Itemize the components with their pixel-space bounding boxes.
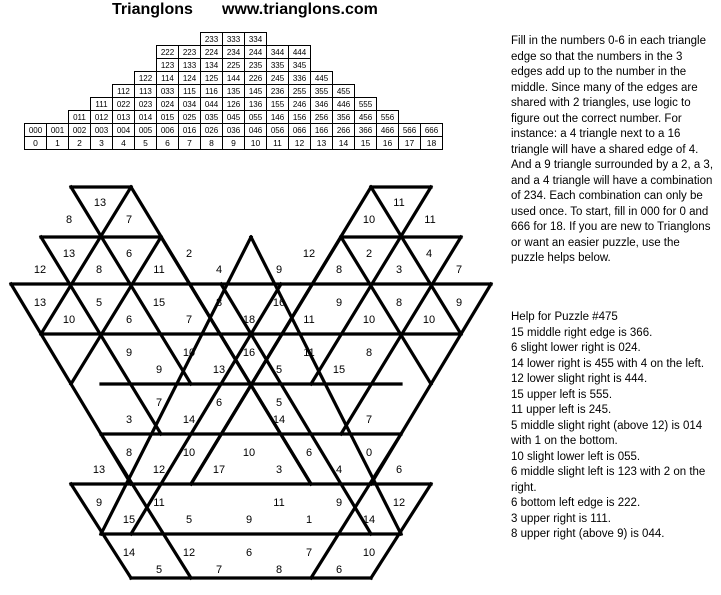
sum-cell: 5 <box>135 137 157 150</box>
puzzle-number[interactable]: 8 <box>215 296 223 309</box>
puzzle-number[interactable]: 4 <box>335 463 343 476</box>
puzzle-number[interactable]: 5 <box>155 563 163 576</box>
sum-cell: 12 <box>289 137 311 150</box>
puzzle-number[interactable]: 11 <box>303 346 315 359</box>
puzzle-number[interactable]: 5 <box>275 363 283 376</box>
combo-cell: 004 <box>113 124 135 137</box>
hint-item: 5 middle slight right (above 12) is 014 with 1 on the bottom. <box>511 419 703 447</box>
combo-cell: 445 <box>311 72 333 85</box>
puzzle-number[interactable]: 15 <box>152 296 166 309</box>
puzzle-number[interactable]: 6 <box>125 247 133 260</box>
combo-cell: 000 <box>25 124 47 137</box>
puzzle-number[interactable]: 11 <box>424 213 436 226</box>
combo-cell: 356 <box>333 111 355 124</box>
combo-cell: 144 <box>223 72 245 85</box>
sum-cell: 8 <box>201 137 223 150</box>
hint-item: 14 lower right is 455 with 4 on the left. <box>511 357 705 370</box>
puzzle-number[interactable]: 4 <box>215 263 223 276</box>
combo-cell: 011 <box>69 111 91 124</box>
puzzle-number[interactable]: 12 <box>302 247 316 260</box>
combo-cell: 024 <box>157 98 179 111</box>
puzzle-number[interactable]: 16 <box>242 346 256 359</box>
puzzle-number[interactable]: 2 <box>185 247 193 260</box>
combo-cell: 002 <box>69 124 91 137</box>
combo-cell: 456 <box>355 111 377 124</box>
combo-cell: 444 <box>289 46 311 59</box>
puzzle-number[interactable]: 13 <box>212 363 226 376</box>
puzzle-number[interactable]: 16 <box>272 296 286 309</box>
puzzle-number[interactable]: 10 <box>362 213 376 226</box>
combo-cell: 013 <box>113 111 135 124</box>
combo-cell: 115 <box>179 85 201 98</box>
combo-cell: 255 <box>289 85 311 98</box>
combo-cell: 555 <box>355 98 377 111</box>
sum-cell: 14 <box>333 137 355 150</box>
hint-item: 8 upper right (above 9) is 044. <box>511 528 665 540</box>
combo-cell: 335 <box>267 59 289 72</box>
combo-cell: 346 <box>311 98 333 111</box>
combo-cell: 166 <box>311 124 333 137</box>
combo-cell: 233 <box>201 33 223 46</box>
combo-cell: 134 <box>201 59 223 72</box>
puzzle-number[interactable]: 12 <box>392 496 406 509</box>
sum-cell: 9 <box>223 137 245 150</box>
combo-cell: 246 <box>289 98 311 111</box>
combo-cell: 026 <box>201 124 223 137</box>
puzzle-number[interactable]: 10 <box>422 313 436 326</box>
puzzle-number[interactable]: 12 <box>152 463 166 476</box>
puzzle-number[interactable]: 3 <box>125 413 133 426</box>
puzzle-number[interactable]: 1 <box>305 513 313 526</box>
puzzle-number[interactable]: 5 <box>185 513 193 526</box>
combo-cell: 112 <box>113 85 135 98</box>
puzzle-number[interactable]: 7 <box>365 413 373 426</box>
puzzle-number[interactable]: 8 <box>335 263 343 276</box>
combo-cell: 146 <box>267 111 289 124</box>
combo-cell: 055 <box>245 111 267 124</box>
combo-cell: 224 <box>201 46 223 59</box>
combo-cell: 133 <box>179 59 201 72</box>
puzzle-number[interactable]: 11 <box>303 313 315 326</box>
combo-cell: 234 <box>223 46 245 59</box>
puzzle-number[interactable]: 6 <box>215 396 223 409</box>
combo-cell: 136 <box>245 98 267 111</box>
puzzle-number[interactable]: 11 <box>153 263 165 276</box>
combo-cell: 366 <box>355 124 377 137</box>
puzzle-number[interactable]: 10 <box>182 346 196 359</box>
sum-cell: 17 <box>399 137 421 150</box>
combo-cell: 015 <box>157 111 179 124</box>
puzzle-number[interactable]: 9 <box>275 263 283 276</box>
combo-cell: 005 <box>135 124 157 137</box>
combo-cell: 344 <box>267 46 289 59</box>
sum-cell: 11 <box>267 137 289 150</box>
combo-cell: 266 <box>333 124 355 137</box>
combo-cell: 114 <box>157 72 179 85</box>
combo-cell: 256 <box>311 111 333 124</box>
combo-cell: 003 <box>91 124 113 137</box>
combo-cell: 006 <box>157 124 179 137</box>
combo-cell: 223 <box>179 46 201 59</box>
combo-cell: 033 <box>157 85 179 98</box>
puzzle-number[interactable]: 7 <box>125 213 133 226</box>
combo-cell: 124 <box>179 72 201 85</box>
puzzle-number[interactable]: 15 <box>122 513 136 526</box>
combo-cell: 226 <box>245 72 267 85</box>
combo-cell: 222 <box>157 46 179 59</box>
combo-cell: 355 <box>311 85 333 98</box>
puzzle-number[interactable]: 13 <box>92 463 106 476</box>
puzzle-number[interactable]: 11 <box>153 496 165 509</box>
puzzle-number[interactable]: 6 <box>245 546 253 559</box>
combo-cell: 466 <box>377 124 399 137</box>
combo-cell: 035 <box>201 111 223 124</box>
sum-cell: 0 <box>25 137 47 150</box>
site-url[interactable]: www.trianglons.com <box>222 1 378 18</box>
puzzle-number[interactable]: 11 <box>393 196 405 209</box>
puzzle-number[interactable]: 11 <box>273 496 285 509</box>
puzzle-number[interactable]: 5 <box>95 296 103 309</box>
puzzle-number[interactable]: 8 <box>95 263 103 276</box>
sum-cell: 1 <box>47 137 69 150</box>
sum-cell: 2 <box>69 137 91 150</box>
combo-cell: 455 <box>333 85 355 98</box>
hint-item: 15 upper left is 555. <box>511 388 613 401</box>
combo-cell: 123 <box>157 59 179 72</box>
combo-cell: 113 <box>135 85 157 98</box>
combo-cell: 014 <box>135 111 157 124</box>
puzzle-number[interactable]: 8 <box>365 346 373 359</box>
hint-item: 6 bottom left edge is 222. <box>511 497 641 509</box>
puzzle-number[interactable]: 0 <box>365 446 373 459</box>
combo-cell: 156 <box>289 111 311 124</box>
hint-item: 3 upper right is 111. <box>511 512 611 525</box>
combo-cell: 044 <box>201 98 223 111</box>
combo-cell: 001 <box>47 124 69 137</box>
puzzle-number[interactable]: 9 <box>335 496 343 509</box>
combo-cell: 236 <box>267 85 289 98</box>
puzzle-number[interactable]: 3 <box>395 263 403 276</box>
sum-cell: 10 <box>245 137 267 150</box>
puzzle-number[interactable]: 7 <box>185 313 193 326</box>
puzzle-number[interactable]: 13 <box>33 296 47 309</box>
puzzle-number[interactable]: 7 <box>155 396 163 409</box>
puzzle-number[interactable]: 14 <box>122 546 136 559</box>
puzzle-number[interactable]: 6 <box>395 463 403 476</box>
puzzle-number[interactable]: 18 <box>242 313 256 326</box>
combo-cell: 025 <box>179 111 201 124</box>
puzzle-number[interactable]: 10 <box>362 313 376 326</box>
combo-cell: 122 <box>135 72 157 85</box>
combo-cell: 111 <box>91 98 113 111</box>
combo-cell: 066 <box>289 124 311 137</box>
puzzle-number[interactable]: 10 <box>182 446 196 459</box>
puzzle-number[interactable]: 4 <box>425 247 433 260</box>
hint-item: 10 slight lower left is 055. <box>511 450 641 463</box>
sum-cell: 4 <box>113 137 135 150</box>
combo-cell: 336 <box>289 72 311 85</box>
hint-item: 6 middle slight left is 123 with 2 on the right. <box>511 466 706 494</box>
puzzle-number[interactable]: 17 <box>212 463 226 476</box>
puzzle-numbers <box>34 197 462 576</box>
combo-cell: 023 <box>135 98 157 111</box>
puzzle-number[interactable]: 8 <box>65 213 73 226</box>
sum-cell: 7 <box>179 137 201 150</box>
help-title: Help for Puzzle #475 <box>511 311 618 323</box>
puzzle-number[interactable]: 14 <box>362 513 376 526</box>
combo-cell: 446 <box>333 98 355 111</box>
combo-cell: 016 <box>179 124 201 137</box>
combo-cell: 012 <box>91 111 113 124</box>
combo-cell: 225 <box>223 59 245 72</box>
site-title: Trianglons <box>112 1 193 18</box>
sum-cell: 3 <box>91 137 113 150</box>
combo-cell: 245 <box>267 72 289 85</box>
combo-cell: 046 <box>245 124 267 137</box>
combo-cell: 333 <box>223 33 245 46</box>
puzzle-number[interactable]: 10 <box>362 546 376 559</box>
hint-item: 6 slight lower right is 024. <box>511 342 641 354</box>
puzzle-number[interactable]: 6 <box>125 313 133 326</box>
puzzle-number[interactable]: 3 <box>275 463 283 476</box>
puzzle-number[interactable]: 15 <box>332 363 346 376</box>
combo-cell: 045 <box>223 111 245 124</box>
combo-cell: 022 <box>113 98 135 111</box>
puzzle-number[interactable]: 9 <box>245 513 253 526</box>
hint-list <box>511 326 716 543</box>
puzzle-number[interactable]: 5 <box>275 396 283 409</box>
puzzle-number[interactable]: 7 <box>455 263 463 276</box>
puzzle-number[interactable]: 9 <box>455 296 463 309</box>
combo-cell: 556 <box>377 111 399 124</box>
puzzle-number[interactable]: 12 <box>33 263 47 276</box>
combo-cell: 135 <box>223 85 245 98</box>
sum-cell: 13 <box>311 137 333 150</box>
hint-item: 12 lower slight right is 444. <box>511 373 648 385</box>
puzzle-number[interactable]: 13 <box>93 196 107 209</box>
combo-cell: 125 <box>201 72 223 85</box>
puzzle-number[interactable]: 8 <box>125 446 133 459</box>
puzzle-number[interactable]: 12 <box>182 546 196 559</box>
puzzle-number[interactable]: 7 <box>305 546 313 559</box>
sum-cell: 18 <box>421 137 443 150</box>
puzzle-number[interactable]: 14 <box>182 413 196 426</box>
puzzle-number[interactable]: 9 <box>95 496 103 509</box>
sum-cell: 15 <box>355 137 377 150</box>
puzzle-number[interactable]: 8 <box>395 296 403 309</box>
combo-cell: 034 <box>179 98 201 111</box>
sum-cell: 16 <box>377 137 399 150</box>
combo-cell: 036 <box>223 124 245 137</box>
combo-cell: 235 <box>245 59 267 72</box>
puzzle-number[interactable]: 8 <box>275 563 283 576</box>
puzzle-number[interactable]: 10 <box>242 446 256 459</box>
instructions-text: Fill in the numbers 0-6 in each triangle edge so that the numbers in the 3 edges add up to the number in the middle. Since many of the edges are shared with 2 triangles, use logic to figure out the correct number. For instance: a 4 triangle next to a 16 triangle will have a shared edge of 4. And a 9 triangle surrounded by a 2, a 3, and a 4 triangle will have a combination of 234. Each combination can only be used once. To start, fill in 000 for 0 and 666 for 18. If you are new to Trianglons or want an easier puzzle, use the puzzle helps below. <box>511 35 714 264</box>
combo-cell: 666 <box>421 124 443 137</box>
combo-cell: 334 <box>245 33 267 46</box>
puzzle-number[interactable]: 9 <box>155 363 163 376</box>
puzzle-number[interactable]: 7 <box>215 563 223 576</box>
combo-cell: 244 <box>245 46 267 59</box>
combo-cell: 155 <box>267 98 289 111</box>
combo-cell: 566 <box>399 124 421 137</box>
combo-cell: 345 <box>289 59 311 72</box>
combo-cell: 145 <box>245 85 267 98</box>
puzzle-number[interactable]: 9 <box>335 296 343 309</box>
help-section <box>511 310 716 543</box>
combo-cell: 116 <box>201 85 223 98</box>
combo-cell: 126 <box>223 98 245 111</box>
puzzle-number[interactable]: 9 <box>125 346 133 359</box>
puzzle-number[interactable]: 2 <box>365 247 373 260</box>
hint-item: 11 upper left is 245. <box>511 404 612 416</box>
puzzle-number[interactable]: 6 <box>335 563 343 576</box>
puzzle-number[interactable]: 14 <box>272 413 286 426</box>
sum-cell: 6 <box>157 137 179 150</box>
hint-item: 15 middle right edge is 366. <box>511 326 653 339</box>
combo-cell: 056 <box>267 124 289 137</box>
puzzle-number[interactable]: 10 <box>62 313 76 326</box>
puzzle-number[interactable]: 13 <box>62 247 76 260</box>
puzzle-number[interactable]: 6 <box>305 446 313 459</box>
